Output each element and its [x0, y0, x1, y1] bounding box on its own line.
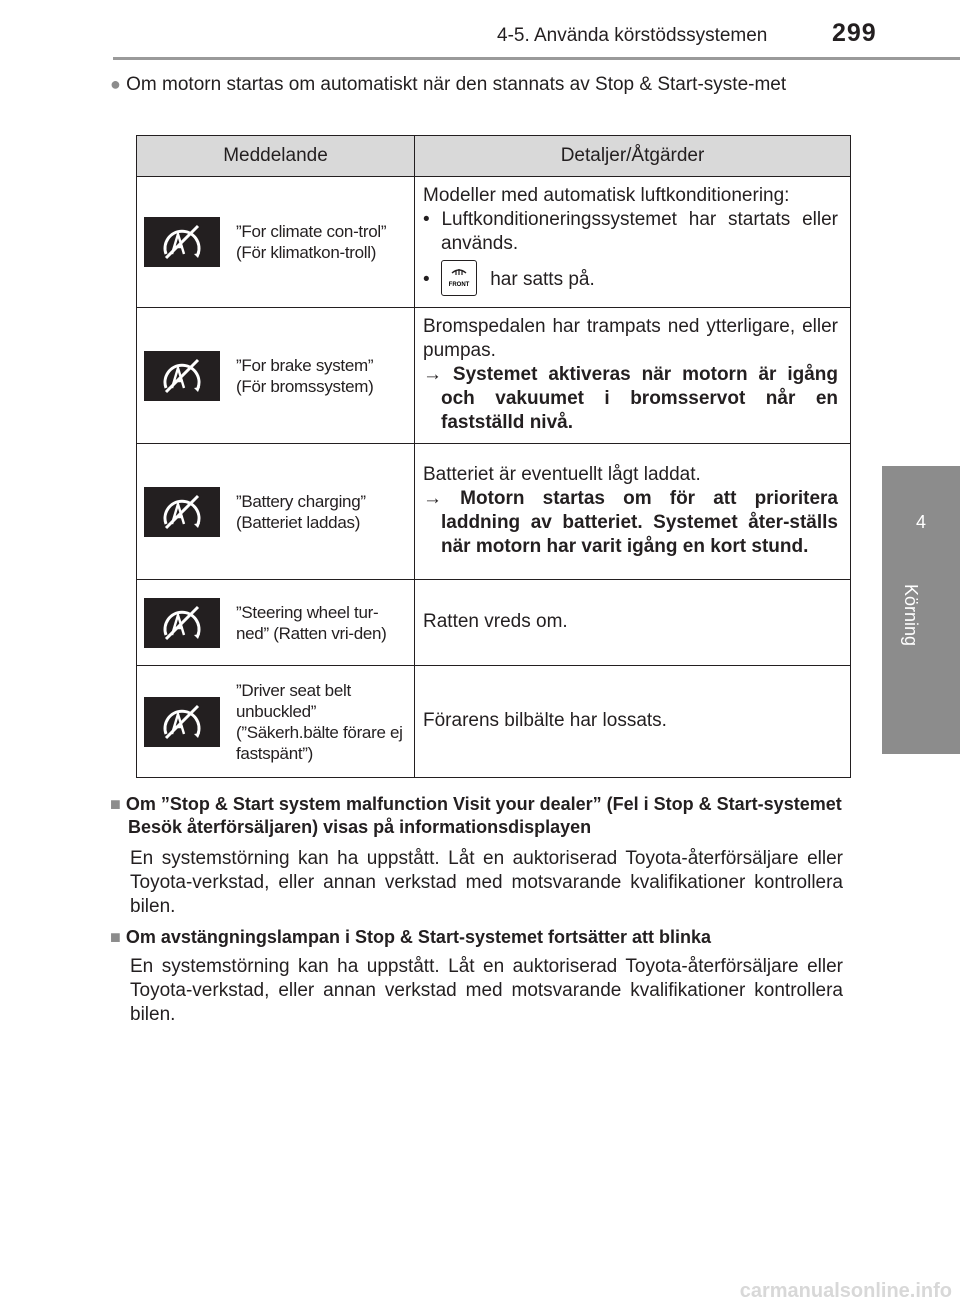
- details-line: Förarens bilbälte har lossats.: [423, 709, 667, 731]
- note-title: Om avstängningslampan i Stop & Start-systemet fortsätter att blinka: [125, 927, 712, 947]
- page-number: 299: [832, 19, 877, 47]
- message-table: [136, 135, 851, 778]
- stop-start-disabled-icon: [144, 351, 220, 401]
- header-rule: [113, 57, 960, 60]
- note-title: Om ”Stop & Start system malfunction Visit your dealer” (Fel i Stop & Start-systemet Besök återförsäljaren) visas på informationsdisplayen: [125, 794, 842, 837]
- details-cell: [415, 308, 851, 444]
- chapter-name: Körning: [901, 583, 921, 647]
- chapter-tab: [882, 466, 960, 754]
- front-defroster-button-icon: [441, 260, 477, 296]
- details-line: Modeller med automatisk luftkonditionering:: [423, 185, 790, 206]
- table-header-row: [137, 136, 851, 177]
- list-bullet: •: [423, 269, 430, 291]
- square-bullet-icon: ■: [110, 927, 121, 947]
- table-row: [137, 666, 851, 778]
- note-heading: [110, 793, 876, 839]
- message-label: ”Steering wheel tur-ned” (Ratten vri-den): [236, 602, 387, 643]
- column-header-message: Meddelande: [137, 136, 415, 177]
- details-item: [423, 262, 838, 298]
- table-row: [137, 580, 851, 666]
- message-label: ”Driver seat belt unbuckled” (”Säkerh.bälte förare ej fastspänt”): [236, 680, 403, 763]
- stop-start-disabled-icon: [144, 217, 220, 267]
- table-row: [137, 444, 851, 580]
- details-line: Batteriet är eventuellt lågt laddat.: [423, 463, 701, 485]
- message-cell: [137, 580, 415, 666]
- message-cell: [137, 444, 415, 580]
- table-row: [137, 308, 851, 444]
- note-body: En systemstörning kan ha uppstått. Låt en auktoriserad Toyota-återförsäljare eller Toyota-verkstad, eller annan verkstad med motsvarande kvalifikationer kontrollera bilen.: [130, 848, 843, 917]
- details-action: → Motorn startas om för att prioritera laddning av batteriet. Systemet åter-ställs när motorn har varit igång en kort stund.: [423, 487, 838, 557]
- column-header-details: Detaljer/Åtgärder: [415, 136, 851, 177]
- details-item: • Luftkonditioneringssystemet har startats eller används.: [423, 209, 838, 254]
- message-label: ”For brake system” (För bromssystem): [236, 355, 374, 396]
- message-label: ”Battery charging” (Batteriet laddas): [236, 491, 366, 532]
- intro-paragraph: [110, 72, 875, 97]
- round-bullet-icon: ●: [110, 74, 121, 94]
- stop-start-disabled-icon: [144, 598, 220, 648]
- intro-text: Om motorn startas om automatiskt när den stannats av Stop & Start-syste-met: [126, 74, 787, 95]
- stop-start-disabled-icon: [144, 487, 220, 537]
- message-cell: [137, 666, 415, 778]
- chapter-number: 4: [915, 512, 926, 532]
- details-action: → Systemet aktiveras när motorn är igång och vakuumet i bromsservot når en fastställd nivå.: [423, 363, 838, 433]
- stop-start-disabled-icon: [144, 697, 220, 747]
- section-title: 4-5. Använda körstödssystemen: [497, 25, 768, 46]
- note-body: En systemstörning kan ha uppstått. Låt en auktoriserad Toyota-återförsäljare eller Toyota-verkstad, eller annan verkstad med motsvarande kvalifikationer kontrollera bilen.: [130, 956, 843, 1025]
- details-cell: [415, 444, 851, 580]
- details-cell: [415, 580, 851, 666]
- square-bullet-icon: ■: [110, 794, 121, 814]
- details-cell: [415, 177, 851, 308]
- details-line: Ratten vreds om.: [423, 610, 568, 632]
- details-item-text: har satts på.: [490, 269, 595, 291]
- details-cell: [415, 666, 851, 778]
- note-heading: [110, 926, 876, 949]
- front-button-label: FRONT: [448, 282, 470, 288]
- message-label: ”For climate con-trol” (För klimatkon-troll): [236, 222, 387, 262]
- message-cell: [137, 308, 415, 444]
- watermark: carmanualsonline.info: [739, 1280, 952, 1302]
- details-line: Bromspedalen har trampats ned ytterligare, eller pumpas.: [423, 315, 838, 361]
- table-row: [137, 177, 851, 308]
- message-cell: [137, 177, 415, 308]
